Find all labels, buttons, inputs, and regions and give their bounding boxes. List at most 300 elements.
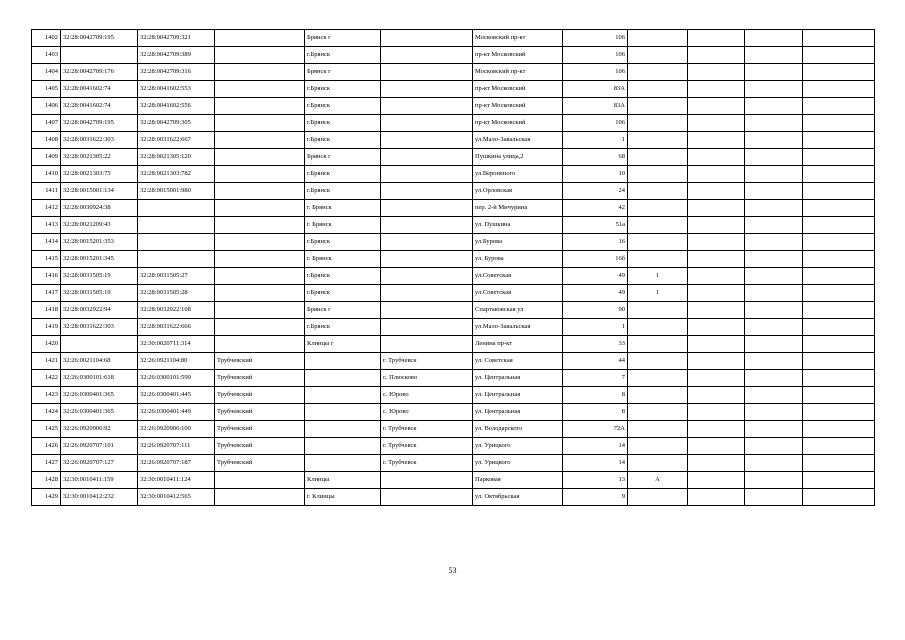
building-cell <box>628 455 688 472</box>
street-cell: пр-кт Московский <box>473 98 563 115</box>
extra-cell-2 <box>803 64 875 81</box>
city-cell: г.Брянск <box>305 268 381 285</box>
house-number-cell: 13 <box>563 472 628 489</box>
street-cell: ул. Советская <box>473 353 563 370</box>
street-cell: пр-кт Московский <box>473 81 563 98</box>
settlement-cell: г. Трубчевск <box>381 438 473 455</box>
city-cell: Брянск г <box>305 149 381 166</box>
letter-cell <box>688 200 745 217</box>
house-number-cell: 44 <box>563 353 628 370</box>
city-cell: г.Брянск <box>305 166 381 183</box>
street-cell: Ленина пр-кт <box>473 336 563 353</box>
extra-cell-2 <box>803 183 875 200</box>
settlement-cell <box>381 166 473 183</box>
table-row <box>32 387 875 404</box>
table-row <box>32 285 875 302</box>
cadastral-building-cell: 32:26:0300401:445 <box>138 387 215 404</box>
extra-cell-1 <box>745 132 803 149</box>
settlement-cell <box>381 472 473 489</box>
street-cell: ул. Урицкого <box>473 455 563 472</box>
street-cell: ул. Центральная <box>473 370 563 387</box>
city-cell: г.Брянск <box>305 81 381 98</box>
street-cell: ул. Бурова <box>473 251 563 268</box>
building-cell <box>628 438 688 455</box>
cadastral-parcel-cell: 32:26:0300401:365 <box>61 387 138 404</box>
street-cell: ул. Володарского <box>473 421 563 438</box>
district-cell: Трубчевский <box>215 387 305 404</box>
street-cell: ул. Урицкого <box>473 438 563 455</box>
building-cell <box>628 353 688 370</box>
building-cell <box>628 404 688 421</box>
district-cell: Трубчевский <box>215 353 305 370</box>
cadastral-building-cell: 32:28:0042709:389 <box>138 47 215 64</box>
district-cell: Трубчевский <box>215 421 305 438</box>
extra-cell-1 <box>745 455 803 472</box>
district-cell <box>215 149 305 166</box>
cadastral-parcel-cell: 32:26:0021104:68 <box>61 353 138 370</box>
letter-cell <box>688 183 745 200</box>
building-cell <box>628 370 688 387</box>
row-number-cell: 1412 <box>32 200 61 217</box>
cadastral-parcel-cell: 32:28:0015001:134 <box>61 183 138 200</box>
table-row <box>32 438 875 455</box>
letter-cell <box>688 302 745 319</box>
cadastral-building-cell: 32:26:0921104:80 <box>138 353 215 370</box>
extra-cell-2 <box>803 285 875 302</box>
district-cell <box>215 166 305 183</box>
cadastral-building-cell <box>138 234 215 251</box>
city-cell: г. Брянск <box>305 251 381 268</box>
extra-cell-1 <box>745 30 803 47</box>
letter-cell <box>688 370 745 387</box>
building-cell <box>628 149 688 166</box>
city-cell: Клинцы <box>305 472 381 489</box>
settlement-cell <box>381 285 473 302</box>
extra-cell-1 <box>745 353 803 370</box>
table-row <box>32 200 875 217</box>
cadastral-parcel-cell <box>61 336 138 353</box>
table-row <box>32 353 875 370</box>
street-cell: ул.Мало-Завальская <box>473 319 563 336</box>
cadastral-building-cell: 32:28:0021303:782 <box>138 166 215 183</box>
building-cell <box>628 251 688 268</box>
street-cell: Московский пр-кт <box>473 64 563 81</box>
house-number-cell: 106 <box>563 64 628 81</box>
building-cell: А <box>628 472 688 489</box>
city-cell <box>305 353 381 370</box>
settlement-cell: с. Юрово <box>381 387 473 404</box>
city-cell: г. Клинцы <box>305 489 381 506</box>
cadastral-building-cell: 32:28:0042709:316 <box>138 64 215 81</box>
district-cell <box>215 336 305 353</box>
building-cell <box>628 336 688 353</box>
city-cell: г.Брянск <box>305 319 381 336</box>
cadastral-parcel-cell: 32:28:0042709:195 <box>61 30 138 47</box>
table-row <box>32 217 875 234</box>
extra-cell-1 <box>745 234 803 251</box>
settlement-cell: г. Трубчевск <box>381 353 473 370</box>
extra-cell-1 <box>745 98 803 115</box>
cadastral-parcel-cell: 32:28:0041602:74 <box>61 81 138 98</box>
extra-cell-2 <box>803 115 875 132</box>
extra-cell-2 <box>803 404 875 421</box>
building-cell <box>628 115 688 132</box>
house-number-cell: 51а <box>563 217 628 234</box>
house-number-cell: 83А <box>563 98 628 115</box>
district-cell <box>215 200 305 217</box>
extra-cell-2 <box>803 200 875 217</box>
street-cell: пр-кт Московский <box>473 115 563 132</box>
extra-cell-1 <box>745 183 803 200</box>
extra-cell-2 <box>803 319 875 336</box>
cadastral-parcel-cell: 32:28:0042709:195 <box>61 115 138 132</box>
building-cell <box>628 200 688 217</box>
cadastral-parcel-cell: 32:28:0015201:345 <box>61 251 138 268</box>
cadastral-building-cell: 32:26:0300401:449 <box>138 404 215 421</box>
extra-cell-2 <box>803 455 875 472</box>
building-cell <box>628 489 688 506</box>
house-number-cell: 49 <box>563 268 628 285</box>
city-cell: г.Брянск <box>305 132 381 149</box>
cadastral-building-cell: 32:26:0920707:111 <box>138 438 215 455</box>
table-row <box>32 98 875 115</box>
table-row <box>32 421 875 438</box>
table-row <box>32 302 875 319</box>
settlement-cell <box>381 234 473 251</box>
letter-cell <box>688 47 745 64</box>
cadastral-building-cell: 32:28:0021305:120 <box>138 149 215 166</box>
building-cell: 1 <box>628 268 688 285</box>
extra-cell-1 <box>745 421 803 438</box>
row-number-cell: 1408 <box>32 132 61 149</box>
cadastral-parcel-cell: 32:28:0030924:38 <box>61 200 138 217</box>
extra-cell-2 <box>803 251 875 268</box>
row-number-cell: 1420 <box>32 336 61 353</box>
house-number-cell: 1 <box>563 319 628 336</box>
table-row <box>32 115 875 132</box>
row-number-cell: 1422 <box>32 370 61 387</box>
row-number-cell: 1424 <box>32 404 61 421</box>
cadastral-building-cell <box>138 217 215 234</box>
extra-cell-2 <box>803 98 875 115</box>
extra-cell-1 <box>745 438 803 455</box>
row-number-cell: 1410 <box>32 166 61 183</box>
table-row <box>32 183 875 200</box>
extra-cell-2 <box>803 302 875 319</box>
extra-cell-1 <box>745 149 803 166</box>
building-cell <box>628 217 688 234</box>
cadastral-building-cell: 32:28:0031505:28 <box>138 285 215 302</box>
settlement-cell <box>381 302 473 319</box>
letter-cell <box>688 472 745 489</box>
extra-cell-2 <box>803 81 875 98</box>
cadastral-parcel-cell: 32:28:0015201:353 <box>61 234 138 251</box>
table-row <box>32 319 875 336</box>
cadastral-parcel-cell: 32:28:0021303:75 <box>61 166 138 183</box>
house-number-cell: 24 <box>563 183 628 200</box>
table-row <box>32 81 875 98</box>
extra-cell-2 <box>803 370 875 387</box>
house-number-cell: 83А <box>563 81 628 98</box>
table-row <box>32 64 875 81</box>
settlement-cell <box>381 251 473 268</box>
house-number-cell: 8 <box>563 387 628 404</box>
extra-cell-1 <box>745 81 803 98</box>
street-cell: пр-кт Московский <box>473 47 563 64</box>
house-number-cell: 14 <box>563 438 628 455</box>
street-cell: ул.Вероненого <box>473 166 563 183</box>
district-cell <box>215 81 305 98</box>
row-number-cell: 1413 <box>32 217 61 234</box>
street-cell: Спартаковская ул <box>473 302 563 319</box>
building-cell <box>628 64 688 81</box>
page-number: 53 <box>448 566 457 575</box>
house-number-cell: 49 <box>563 285 628 302</box>
city-cell: г.Брянск <box>305 183 381 200</box>
street-cell: ул.Бурова <box>473 234 563 251</box>
district-cell <box>215 285 305 302</box>
district-cell <box>215 217 305 234</box>
city-cell <box>305 370 381 387</box>
extra-cell-2 <box>803 166 875 183</box>
cadastral-parcel-cell: 32:28:0021209:43 <box>61 217 138 234</box>
letter-cell <box>688 81 745 98</box>
cadastral-parcel-cell: 32:28:0031505:19 <box>61 268 138 285</box>
district-cell <box>215 132 305 149</box>
building-cell <box>628 30 688 47</box>
letter-cell <box>688 166 745 183</box>
cadastral-building-cell: 32:28:0042709:305 <box>138 115 215 132</box>
district-cell <box>215 183 305 200</box>
extra-cell-1 <box>745 268 803 285</box>
street-cell: ул. Пушкина <box>473 217 563 234</box>
letter-cell <box>688 268 745 285</box>
cadastral-parcel-cell: 32:28:0021305:22 <box>61 149 138 166</box>
extra-cell-1 <box>745 166 803 183</box>
cadastral-parcel-cell: 32:30:0010411:159 <box>61 472 138 489</box>
row-number-cell: 1427 <box>32 455 61 472</box>
city-cell: г.Брянск <box>305 47 381 64</box>
table-row <box>32 336 875 353</box>
city-cell <box>305 421 381 438</box>
row-number-cell: 1429 <box>32 489 61 506</box>
district-cell <box>215 234 305 251</box>
row-number-cell: 1426 <box>32 438 61 455</box>
extra-cell-2 <box>803 47 875 64</box>
city-cell: Брянск г <box>305 30 381 47</box>
settlement-cell <box>381 115 473 132</box>
extra-cell-1 <box>745 200 803 217</box>
city-cell <box>305 455 381 472</box>
cadastral-building-cell <box>138 200 215 217</box>
street-cell: ул. Центральная <box>473 404 563 421</box>
extra-cell-2 <box>803 489 875 506</box>
city-cell: г. Брянск <box>305 217 381 234</box>
cadastral-parcel-cell: 32:30:0010412:232 <box>61 489 138 506</box>
house-number-cell: 7 <box>563 370 628 387</box>
street-cell: ул. Центральная <box>473 387 563 404</box>
building-cell <box>628 234 688 251</box>
extra-cell-1 <box>745 47 803 64</box>
building-cell <box>628 319 688 336</box>
district-cell <box>215 489 305 506</box>
letter-cell <box>688 319 745 336</box>
extra-cell-1 <box>745 472 803 489</box>
street-cell: Пушкина улица,2 <box>473 149 563 166</box>
letter-cell <box>688 421 745 438</box>
street-cell: ул. Октябрьская <box>473 489 563 506</box>
extra-cell-1 <box>745 336 803 353</box>
building-cell <box>628 421 688 438</box>
cadastral-building-cell: 32:30:0010411:124 <box>138 472 215 489</box>
house-number-cell: 33 <box>563 336 628 353</box>
district-cell <box>215 251 305 268</box>
city-cell <box>305 387 381 404</box>
district-cell <box>215 115 305 132</box>
cadastral-parcel-cell: 32:28:0042709:176 <box>61 64 138 81</box>
extra-cell-1 <box>745 302 803 319</box>
extra-cell-2 <box>803 234 875 251</box>
row-number-cell: 1409 <box>32 149 61 166</box>
building-cell <box>628 166 688 183</box>
registry-table-body <box>32 30 875 506</box>
row-number-cell: 1402 <box>32 30 61 47</box>
letter-cell <box>688 64 745 81</box>
city-cell: г.Брянск <box>305 285 381 302</box>
extra-cell-2 <box>803 268 875 285</box>
extra-cell-2 <box>803 149 875 166</box>
street-cell: Московский пр-кт <box>473 30 563 47</box>
house-number-cell: 16 <box>563 234 628 251</box>
letter-cell <box>688 251 745 268</box>
row-number-cell: 1403 <box>32 47 61 64</box>
building-cell <box>628 132 688 149</box>
street-cell: пер. 2-й Мичурина <box>473 200 563 217</box>
house-number-cell: 8 <box>563 404 628 421</box>
street-cell: ул.Орловская <box>473 183 563 200</box>
cadastral-building-cell: 32:30:0020711:314 <box>138 336 215 353</box>
row-number-cell: 1419 <box>32 319 61 336</box>
settlement-cell <box>381 98 473 115</box>
cadastral-building-cell: 32:26:0920906:100 <box>138 421 215 438</box>
row-number-cell: 1407 <box>32 115 61 132</box>
cadastral-building-cell <box>138 251 215 268</box>
row-number-cell: 1421 <box>32 353 61 370</box>
house-number-cell: 14 <box>563 455 628 472</box>
row-number-cell: 1406 <box>32 98 61 115</box>
building-cell <box>628 47 688 64</box>
cadastral-parcel-cell: 32:26:0300101:618 <box>61 370 138 387</box>
extra-cell-1 <box>745 370 803 387</box>
cadastral-parcel-cell: 32:28:0031505:19 <box>61 285 138 302</box>
extra-cell-1 <box>745 285 803 302</box>
extra-cell-1 <box>745 217 803 234</box>
extra-cell-2 <box>803 353 875 370</box>
extra-cell-1 <box>745 404 803 421</box>
district-cell <box>215 30 305 47</box>
settlement-cell <box>381 489 473 506</box>
cadastral-building-cell: 32:28:0031505:27 <box>138 268 215 285</box>
city-cell: г.Брянск <box>305 115 381 132</box>
table-row <box>32 166 875 183</box>
street-cell: ул.Советская <box>473 285 563 302</box>
settlement-cell <box>381 217 473 234</box>
extra-cell-2 <box>803 387 875 404</box>
table-row <box>32 149 875 166</box>
cadastral-building-cell: 32:28:0015001:980 <box>138 183 215 200</box>
settlement-cell <box>381 336 473 353</box>
house-number-cell: 68 <box>563 149 628 166</box>
district-cell <box>215 64 305 81</box>
settlement-cell <box>381 268 473 285</box>
city-cell <box>305 438 381 455</box>
extra-cell-1 <box>745 64 803 81</box>
letter-cell <box>688 353 745 370</box>
settlement-cell <box>381 183 473 200</box>
house-number-cell: 106 <box>563 47 628 64</box>
city-cell: Брянск г <box>305 64 381 81</box>
district-cell: Трубчевский <box>215 404 305 421</box>
house-number-cell: 90 <box>563 302 628 319</box>
letter-cell <box>688 115 745 132</box>
district-cell <box>215 319 305 336</box>
settlement-cell <box>381 64 473 81</box>
settlement-cell <box>381 47 473 64</box>
house-number-cell: 1 <box>563 132 628 149</box>
row-number-cell: 1405 <box>32 81 61 98</box>
cadastral-parcel-cell: 32:28:0031622:303 <box>61 319 138 336</box>
table-row <box>32 370 875 387</box>
extra-cell-2 <box>803 421 875 438</box>
building-cell <box>628 183 688 200</box>
table-row <box>32 404 875 421</box>
settlement-cell <box>381 81 473 98</box>
district-cell <box>215 268 305 285</box>
cadastral-building-cell: 32:28:0032922:108 <box>138 302 215 319</box>
house-number-cell: 42 <box>563 200 628 217</box>
extra-cell-2 <box>803 472 875 489</box>
extra-cell-2 <box>803 438 875 455</box>
extra-cell-1 <box>745 387 803 404</box>
letter-cell <box>688 336 745 353</box>
cadastral-parcel-cell <box>61 47 138 64</box>
settlement-cell <box>381 30 473 47</box>
settlement-cell <box>381 149 473 166</box>
row-number-cell: 1425 <box>32 421 61 438</box>
building-cell <box>628 81 688 98</box>
table-row <box>32 132 875 149</box>
city-cell <box>305 404 381 421</box>
city-cell: г. Брянск <box>305 200 381 217</box>
extra-cell-2 <box>803 132 875 149</box>
building-cell <box>628 302 688 319</box>
house-number-cell: 16б <box>563 251 628 268</box>
letter-cell <box>688 404 745 421</box>
extra-cell-2 <box>803 217 875 234</box>
table-row <box>32 30 875 47</box>
settlement-cell <box>381 200 473 217</box>
district-cell: Трубчевский <box>215 438 305 455</box>
cadastral-parcel-cell: 32:26:0920906:92 <box>61 421 138 438</box>
row-number-cell: 1415 <box>32 251 61 268</box>
letter-cell <box>688 132 745 149</box>
row-number-cell: 1411 <box>32 183 61 200</box>
street-cell: ул.Мало-Завальская <box>473 132 563 149</box>
extra-cell-1 <box>745 251 803 268</box>
letter-cell <box>688 387 745 404</box>
house-number-cell: 72А <box>563 421 628 438</box>
letter-cell <box>688 234 745 251</box>
